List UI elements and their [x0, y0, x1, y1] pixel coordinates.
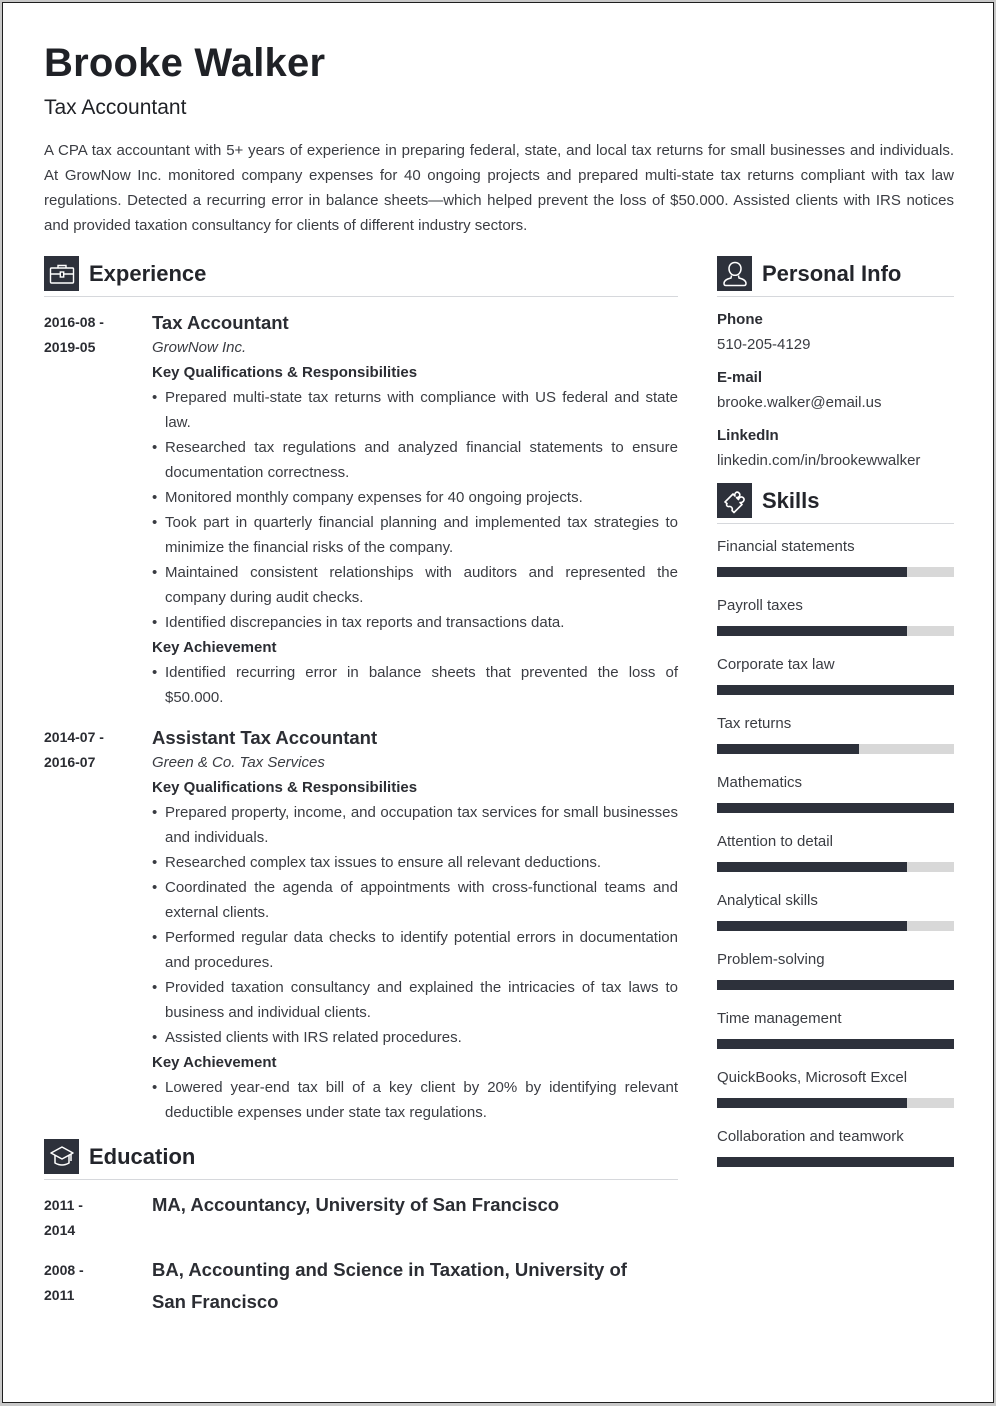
skill-name: Tax returns: [717, 715, 792, 732]
skill-item: [717, 1128, 954, 1167]
list-item: • Prepared multi-state tax returns with compliance with US federal and state law.: [152, 385, 678, 435]
skill-level-bar: [717, 1157, 954, 1167]
list-item: • Researched tax regulations and analyzed financial statements to ensure documentation correctness.: [152, 435, 678, 485]
job-entry: [44, 725, 678, 1125]
resume-page: [2, 2, 994, 1403]
skill-level-fill: [717, 626, 907, 636]
skill-level-bar: [717, 567, 954, 577]
achievements-list: [152, 660, 678, 710]
job-date-end: 2016-07: [44, 754, 96, 770]
skill-level-fill: [717, 1039, 954, 1049]
personal-info-title: Personal Info: [762, 260, 902, 286]
education-dates: [44, 1193, 144, 1243]
skill-level-bar: [717, 921, 954, 931]
skill-level-bar: [717, 1039, 954, 1049]
degree-title: MA, Accountancy, University of San Francisco: [152, 1194, 560, 1215]
skill-level-fill: [717, 744, 859, 754]
responsibilities-list: [152, 800, 678, 1050]
experience-heading: [44, 256, 206, 291]
education-divider: [44, 1179, 678, 1180]
skill-name: Problem-solving: [717, 951, 825, 968]
job-entry: [44, 310, 678, 710]
achievements-list: [152, 1075, 678, 1125]
skill-item: [717, 774, 954, 813]
briefcase-icon: [44, 256, 79, 291]
education-date-end: 2014: [44, 1222, 76, 1238]
skill-name: Corporate tax law: [717, 656, 835, 673]
job-date-start: 2016-08 -: [44, 314, 104, 330]
skill-name: Mathematics: [717, 774, 803, 791]
candidate-role: Tax Accountant: [44, 96, 187, 119]
list-item: • Researched complex tax issues to ensure all relevant deductions.: [152, 850, 678, 875]
list-item: • Performed regular data checks to identify potential errors in documentation and procedures.: [152, 925, 678, 975]
skill-level-fill: [717, 921, 907, 931]
education-date-start: 2011 -: [44, 1197, 83, 1213]
phone-value: 510-205-4129: [717, 336, 811, 353]
skill-level-fill: [717, 1157, 954, 1167]
responsibilities-label: Key Qualifications & Responsibilities: [152, 779, 418, 796]
skill-level-bar: [717, 862, 954, 872]
linkedin-label: LinkedIn: [717, 427, 779, 444]
skill-level-fill: [717, 567, 907, 577]
education-dates: [44, 1258, 144, 1308]
summary-paragraph: A CPA tax accountant with 5+ years of experience in preparing federal, state, and local tax returns for small businesses and individuals. At GrowNow Inc. monitored company expenses for 40 ongoing projects and prepared multi-state tax returns compliant with tax law regulations. Detected a recurring error in balance sheets—which helped prevent the loss of $50.000. Assisted clients with IRS notices and provided taxation consultancy for clients of different industry sectors.: [44, 142, 954, 234]
list-item: • Coordinated the agenda of appointments with cross-functional teams and external clients.: [152, 875, 678, 925]
skill-level-bar: [717, 744, 954, 754]
list-item: • Prepared property, income, and occupation tax services for small businesses and individuals.: [152, 800, 678, 850]
job-company: Green & Co. Tax Services: [152, 754, 325, 771]
skills-divider: [717, 523, 954, 524]
email-label: E-mail: [717, 369, 763, 386]
list-item: • Monitored monthly company expenses for 40 ongoing projects.: [152, 485, 678, 510]
linkedin-link[interactable]: linkedin.com/in/brookewwalker: [717, 452, 921, 469]
skill-item: [717, 951, 954, 990]
job-date-end: 2019-05: [44, 339, 96, 355]
skill-level-fill: [717, 803, 954, 813]
job-dates: [44, 725, 144, 775]
skill-level-fill: [717, 980, 954, 990]
job-dates: [44, 310, 144, 360]
skill-item: [717, 892, 954, 931]
skill-item: [717, 597, 954, 636]
skill-name: Financial statements: [717, 538, 855, 555]
education-entry: [44, 1193, 678, 1238]
job-title: Assistant Tax Accountant: [152, 727, 378, 748]
skill-item: [717, 1069, 954, 1108]
email-link[interactable]: brooke.walker@email.us: [717, 394, 882, 411]
responsibilities-label: Key Qualifications & Responsibilities: [152, 364, 418, 381]
skill-level-bar: [717, 1098, 954, 1108]
skill-name: Attention to detail: [717, 833, 833, 850]
skill-level-bar: [717, 626, 954, 636]
job-date-start: 2014-07 -: [44, 729, 104, 745]
skill-name: Payroll taxes: [717, 597, 803, 614]
skill-name: Time management: [717, 1010, 842, 1027]
phone-label: Phone: [717, 311, 763, 328]
skill-item: [717, 715, 954, 754]
skill-name: Analytical skills: [717, 892, 818, 909]
skills-title: Skills: [762, 487, 820, 513]
achievement-label: Key Achievement: [152, 1054, 277, 1071]
graduation-cap-icon: [44, 1139, 79, 1174]
list-item: • Identified recurring error in balance sheets that prevented the loss of $50.000.: [152, 660, 678, 710]
skill-name: QuickBooks, Microsoft Excel: [717, 1069, 908, 1086]
skill-name: Collaboration and teamwork: [717, 1128, 904, 1145]
job-title: Tax Accountant: [152, 312, 289, 333]
experience-title: Experience: [89, 260, 207, 286]
user-icon: [717, 256, 752, 291]
degree-title: BA, Accounting and Science in Taxation, University of San Francisco: [152, 1259, 627, 1312]
skill-level-bar: [717, 685, 954, 695]
skill-item: [717, 833, 954, 872]
skill-item: [717, 538, 954, 577]
personal-info-divider: [717, 296, 954, 297]
list-item: • Assisted clients with IRS related procedures.: [152, 1025, 678, 1050]
list-item: • Maintained consistent relationships with auditors and represented the company during audit checks.: [152, 560, 678, 610]
skill-level-bar: [717, 980, 954, 990]
education-entry: [44, 1258, 678, 1318]
candidate-name: Brooke Walker: [44, 41, 326, 85]
responsibilities-list: [152, 385, 678, 635]
skills-heading: [717, 483, 819, 518]
education-date-start: 2008 -: [44, 1262, 84, 1278]
skill-item: [717, 1010, 954, 1049]
skill-level-fill: [717, 685, 954, 695]
job-company: GrowNow Inc.: [152, 339, 247, 356]
education-date-end: 2011: [44, 1287, 75, 1303]
personal-info-heading: [717, 256, 901, 291]
list-item: • Took part in quarterly financial planning and implemented tax strategies to minimize the financial risks of the company.: [152, 510, 678, 560]
list-item: • Identified discrepancies in tax reports and transactions data.: [152, 610, 678, 635]
skill-level-bar: [717, 803, 954, 813]
list-item: • Lowered year-end tax bill of a key client by 20% by identifying relevant deductible expenses under state tax regulations.: [152, 1075, 678, 1125]
education-title: Education: [89, 1143, 196, 1169]
skill-level-fill: [717, 862, 907, 872]
skill-item: [717, 656, 954, 695]
puzzle-icon: [717, 483, 752, 518]
skill-level-fill: [717, 1098, 907, 1108]
experience-divider: [44, 296, 678, 297]
education-heading: [44, 1139, 195, 1174]
list-item: • Provided taxation consultancy and explained the intricacies of tax laws to business and individual clients.: [152, 975, 678, 1025]
achievement-label: Key Achievement: [152, 639, 277, 656]
